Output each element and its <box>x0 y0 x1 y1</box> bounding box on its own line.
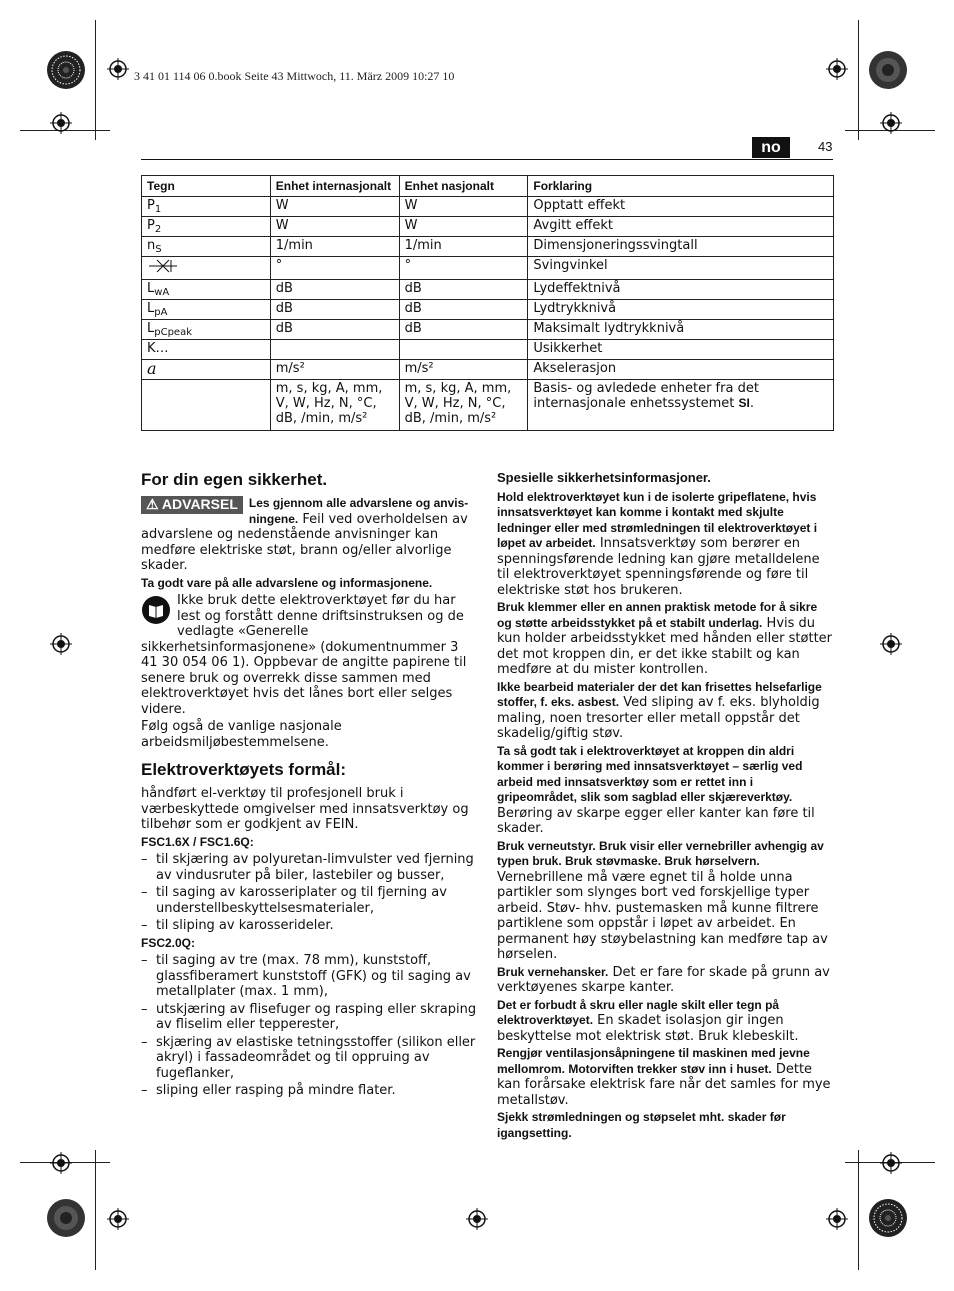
description-end: . <box>749 396 755 411</box>
right-column <box>497 470 835 1143</box>
crop-line <box>95 20 96 140</box>
symbol: P <box>147 218 155 233</box>
purpose-list <box>141 852 478 934</box>
safety-paragraph <box>497 998 835 1045</box>
list-item: – til skjæring av polyuretan-limvulster ved fjerning av vindusruter på biler, lastebiler og busser, <box>141 852 478 883</box>
safety-paragraph <box>497 490 835 599</box>
warning-paragraph <box>141 496 478 574</box>
unit-intl <box>270 340 399 360</box>
description-text: Basis- og avledede enheter fra det internasjonale enhetssystemet <box>533 381 759 411</box>
registration-mark-icon <box>880 112 902 134</box>
symbol-cell <box>142 380 271 431</box>
crop-line <box>858 20 859 140</box>
table-header-row <box>142 176 834 197</box>
model-label-text: FSC1.6X / FSC1.6Q: <box>141 834 254 849</box>
safety-bold: Bruk verneutstyr. Bruk visir eller vernebriller avhengig av typen bruk. Bruk støvmaske. Bruk hørselvern. <box>497 838 824 868</box>
unit-nat: dB <box>399 280 528 300</box>
list-item: – sliping eller rasping på mindre flater. <box>141 1083 478 1099</box>
safety-bold: Det er forbudt å skru eller nagle skilt eller tegn på elektroverktøyet. <box>497 997 780 1027</box>
page-number: 43 <box>818 139 833 154</box>
list-item: – til sliping av karosserideler. <box>141 918 478 934</box>
model-label <box>141 936 478 952</box>
warning-bold: Les gjennom alle advarslene og anvis-ningene. <box>248 496 469 526</box>
description <box>528 380 834 431</box>
safety-paragraph <box>497 1110 835 1141</box>
description: Maksimalt lydtrykknivå <box>528 320 834 340</box>
color-bar-icon <box>868 50 908 90</box>
column-header: Enhet nasjonalt <box>399 176 528 197</box>
symbol-subscript: S <box>155 244 162 255</box>
crop-line <box>95 1150 96 1270</box>
table-row <box>142 380 834 431</box>
symbol: L <box>147 281 155 296</box>
unit-intl: W <box>270 217 399 237</box>
symbol: P <box>147 198 155 213</box>
safety-text: En skadet isolasjon gir ingen beskyttelse mot elektrisk støt. Bruk klebeskilt. <box>497 1013 799 1044</box>
table-row <box>142 197 834 217</box>
list-item: – utskjæring av flisefuger og rasping eller skraping av fliselim eller tepperester, <box>141 1002 478 1033</box>
symbol-cell <box>142 280 271 300</box>
description: Lydtrykknivå <box>528 300 834 320</box>
registration-mark-icon <box>466 1208 488 1230</box>
unit-intl: dB <box>270 320 399 340</box>
safety-paragraph <box>497 744 835 837</box>
table-row <box>142 320 834 340</box>
symbol-cell <box>142 300 271 320</box>
description-bold: SI <box>738 396 750 410</box>
warning-label: ADVARSEL <box>161 496 238 512</box>
purpose-paragraph: håndført el-verktøy til profesjonell bruk i værbeskyttede omgivelser med innsatsverktøy og tilbehør som er godkjent av FEIN. <box>141 786 469 832</box>
left-column <box>141 470 478 1101</box>
language-tab: no <box>752 137 790 158</box>
unit-intl: dB <box>270 300 399 320</box>
follow-paragraph: Følg også de vanlige nasjonale arbeidsmiljøbestemmelsene. <box>141 719 342 750</box>
unit-intl: ° <box>270 257 399 280</box>
safety-bold: Bruk klemmer eller en annen praktisk metode for å sikre og støtte arbeidsstykket på et stabilt underlag. <box>497 600 818 630</box>
unit-nat: dB <box>399 320 528 340</box>
acceleration-symbol: a <box>147 359 157 378</box>
safety-text: Hvis du kun holder arbeidsstykket med hånden eller støtter det mot kroppen din, er det ikke stabilt og kan medføre at du mister kontrollen. <box>497 615 833 677</box>
safety-text: Berøring av skarpe egger eller kanter kan føre til skader. <box>497 805 815 836</box>
safety-text: Innsatsverktøy som berører en spenningsførende ledning kan gjøre metalldelene til elektroverktøyet spenningsførende og føre til elektriske støt hos brukeren. <box>497 536 820 598</box>
list-item: – til saging av karosseriplater og til fjerning av understellbeskyttelsesmaterialer, <box>141 885 478 916</box>
symbol-cell <box>142 197 271 217</box>
column-header: Enhet internasjonalt <box>270 176 399 197</box>
safety-bold: Ikke bearbeid materialer der det kan frisettes helsefarlige stoffer, f. eks. asbest. <box>497 679 822 709</box>
keep-paragraph <box>141 576 478 592</box>
purpose-heading: Elektroverktøyets formål: <box>141 760 347 779</box>
safety-paragraph <box>497 1046 835 1108</box>
symbol-cell <box>142 320 271 340</box>
table-row <box>142 237 834 257</box>
swing-angle-icon <box>147 258 179 274</box>
symbol-cell <box>142 217 271 237</box>
safety-paragraph <box>497 839 835 963</box>
safety-text: Ved sliping av f. eks. blyholdig maling, noen tresorter eller metall oppstår det skadelig/giftig støv. <box>497 695 820 741</box>
symbol-cell <box>142 257 271 280</box>
description: Usikkerhet <box>528 340 834 360</box>
read-paragraph <box>141 593 478 717</box>
safety-bold: Bruk vernehansker. <box>497 964 609 979</box>
table-row <box>142 257 834 280</box>
symbol-cell: K… <box>142 340 271 360</box>
color-bar-icon <box>46 1198 86 1238</box>
safety-text: Vernebrillene må være egnet til å holde unna partikler som slynges bort ved forskjellige typer arbeid. Støv- hhv. pustemasken må kunne filtrere partiklene som oppstår i løpet av arbeidet. En permanent høy støybelastning kan medføre tap av hørselen. <box>497 869 828 962</box>
symbol-subscript: wA <box>154 287 170 298</box>
special-heading-text: Spesielle sikkerhetsinformasjoner. <box>497 470 711 485</box>
description: Svingvinkel <box>528 257 834 280</box>
table-row <box>142 360 834 380</box>
symbol: L <box>147 321 155 336</box>
book-header: 3 41 01 114 06 0.book Seite 43 Mittwoch, 11. März 2009 10:27 10 <box>134 69 455 83</box>
registration-mark-icon <box>826 58 848 80</box>
description: Avgitt effekt <box>528 217 834 237</box>
keep-bold: Ta godt vare på alle advarslene og informasjonene. <box>141 575 433 590</box>
color-bar-icon <box>868 1198 908 1238</box>
purpose-list <box>141 953 478 1099</box>
safety-paragraph <box>497 965 835 996</box>
registration-mark-icon <box>107 58 129 80</box>
table-row <box>142 340 834 360</box>
column-header: Forklaring <box>528 176 834 197</box>
safety-text: Dette kan forårsake elektrisk fare når det samles for mye metallstøv. <box>497 1061 831 1108</box>
unit-intl: dB <box>270 280 399 300</box>
header-rule <box>141 159 833 160</box>
registration-mark-icon <box>880 1152 902 1174</box>
color-bar-icon <box>46 50 86 90</box>
unit-intl: 1/min <box>270 237 399 257</box>
unit-intl: W <box>270 197 399 217</box>
registration-mark-icon <box>50 112 72 134</box>
model-label-text: FSC2.0Q: <box>141 935 196 950</box>
units-table <box>141 175 834 431</box>
table-row <box>142 280 834 300</box>
unit-nat: W <box>399 217 528 237</box>
warning-badge: ⚠ ADVARSEL <box>141 496 243 514</box>
symbol-subscript: pA <box>154 307 168 318</box>
description: Lydeffektnivå <box>528 280 834 300</box>
safety-bold: Hold elektroverktøyet kun i de isolerte gripeflatene, hvis innsatsverktøyet kan komme i kontakt med skjulte ledninger eller med strømledningen til elektroverktøyet i løpet av arbeidet. <box>497 489 818 550</box>
read-manual-icon <box>141 595 171 625</box>
registration-mark-icon <box>107 1208 129 1230</box>
symbol-cell <box>142 237 271 257</box>
list-item: – skjæring av elastiske tetningsstoffer (silikon eller akryl) i fassadeområdet og til oppruing av fugeflanker, <box>141 1035 478 1082</box>
registration-mark-icon <box>880 633 902 655</box>
safety-heading: For din egen sikkerhet. <box>141 470 328 489</box>
table-row <box>142 217 834 237</box>
special-heading <box>497 470 835 487</box>
registration-mark-icon <box>50 633 72 655</box>
unit-nat: ° <box>399 257 528 280</box>
unit-nat: 1/min <box>399 237 528 257</box>
symbol: n <box>147 238 156 253</box>
unit-nat: m/s² <box>399 360 528 380</box>
crop-line <box>858 1150 859 1270</box>
safety-paragraph <box>497 600 835 678</box>
unit-nat: m, s, kg, A, mm, V, W, Hz, N, °C, dB, /min, m/s² <box>399 380 528 431</box>
column-header: Tegn <box>142 176 271 197</box>
symbol-cell <box>142 360 271 380</box>
unit-intl: m, s, kg, A, mm, V, W, Hz, N, °C, dB, /min, m/s² <box>270 380 399 431</box>
description: Dimensjoneringssvingtall <box>528 237 834 257</box>
safety-paragraph <box>497 680 835 742</box>
registration-mark-icon <box>50 1152 72 1174</box>
symbol-subscript: pCpeak <box>154 327 192 338</box>
symbol-subscript: 2 <box>154 224 162 235</box>
warning-text: Feil ved overholdelsen av advarslene og nedenstående anvisninger kan medføre elektriske støt, brann og/eller alvorlige skader. <box>141 511 468 573</box>
symbol: L <box>147 301 155 316</box>
symbol-subscript: 1 <box>154 204 162 215</box>
safety-text: Det er fare for skade på grunn av verktøyenes skarpe kanter. <box>497 964 830 995</box>
list-item: – til saging av tre (max. 78 mm), kunststoff, glassfiberamert kunststoff (GFK) og til saging av metallplater (max. 1 mm), <box>141 953 478 1000</box>
description: Opptatt effekt <box>528 197 834 217</box>
unit-nat: W <box>399 197 528 217</box>
model-label <box>141 835 478 851</box>
safety-bold: Ta så godt tak i elektroverktøyet at kroppen din aldri kommer i berøring med innsatsverktøyet – særlig ved arbeid med innsatsverktøy som er rettet inn i gripeområdet, slik som sagblad eller skjæreverktøy. <box>497 743 803 804</box>
safety-bold: Rengjør ventilasjonsåpningene til maskinen med jevne mellomrom. Motorviften trekker støv inn i huset. <box>497 1046 810 1076</box>
table-row <box>142 300 834 320</box>
unit-nat: dB <box>399 300 528 320</box>
unit-nat <box>399 340 528 360</box>
description: Akselerasjon <box>528 360 834 380</box>
registration-mark-icon <box>826 1208 848 1230</box>
read-text: Ikke bruk dette elektroverktøyet før du har lest og forstått denne driftsinstruksen og de vedlagte «Generelle sikkerhetsinformasjonene» (dokumentnummer 3 41 30 054 06 1). Oppbevar de angitte papirene til senere bruk og overrekk disse sammen med elektroverktøyet hvis det lånes bort eller selges videre. <box>141 593 467 717</box>
safety-bold: Sjekk strømledningen og støpselet mht. skader før igangsetting. <box>497 1110 786 1140</box>
unit-intl: m/s² <box>270 360 399 380</box>
